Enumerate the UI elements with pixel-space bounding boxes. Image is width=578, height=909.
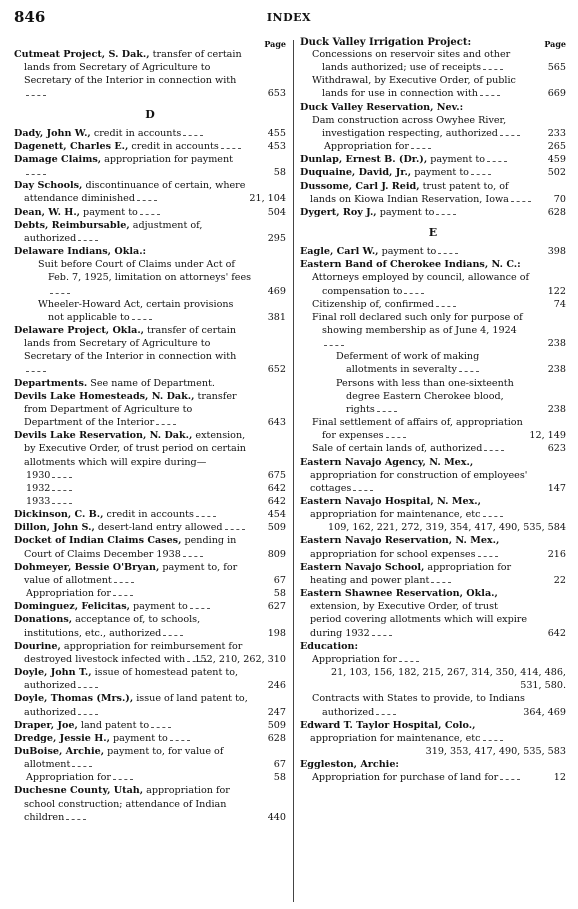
entry-text: appropriation for payment [101,153,234,165]
entry-heading: Dussome, Carl J. Reid, [300,180,420,192]
dot-leader [487,154,507,162]
entry-heading: Donations, [14,614,73,626]
entry-heading: Delaware Project, Okla., [14,324,144,336]
entry-heading: Departments. [14,377,88,389]
entry-heading: Education: [300,640,359,652]
page-reference: 58 [273,167,286,179]
entry-text: trust patent to, of lands on Kiowa Indian Reservation, Iowa [310,180,509,205]
index-entry [14,521,286,534]
page-reference: 67 [273,574,286,586]
index-entry [14,219,286,245]
dot-leader [500,128,520,136]
dot-leader [438,246,458,254]
entry-heading: Dean, W. H., [14,206,80,218]
page-reference: 216 [547,548,566,560]
dot-leader [78,233,98,241]
page-reference: 628 [547,206,566,218]
page-reference: 12, 149 [529,430,566,442]
entry-heading: Devils Lake Reservation, N. Dak., [14,430,193,442]
index-entry [300,653,566,692]
index-entry [300,377,566,416]
index-entry [300,74,566,100]
index-entry [14,469,286,482]
dot-leader [137,193,157,201]
index-entry [14,784,286,823]
dot-leader [52,470,72,478]
page-column-label: Page [544,39,566,49]
page-reference: 319, 353, 417, 490, 535, 583 [425,745,566,757]
dot-leader [411,141,431,149]
entry-heading: Eastern Navajo Agency, N. Mex., [300,456,474,468]
entry-heading: Damage Claims, [14,153,102,165]
entry-text: Sale of certain lands of, authorized [312,443,483,455]
entry-text: appropriation for maintenance, etc [310,732,481,744]
column-head-row [300,36,566,48]
entry-text: credit in accounts [90,127,182,139]
dot-leader [113,772,133,780]
index-entry [14,153,286,179]
page-reference: 642 [267,496,286,507]
page-reference: 21, 103, 156, 182, 215, 267, 314, 350, 414, 486, 531, 580. [331,667,566,692]
entry-text: payment to, for value of allotment [24,561,238,586]
page-reference: 238 [547,338,566,350]
dot-leader [471,167,491,175]
dot-leader [72,759,92,767]
entry-heading: Cutmeat Project, S. Dak., [14,49,150,60]
index-entry [300,771,566,784]
entry-text: payment to, for value of allotment [24,745,224,771]
entry-heading: Eastern Navajo School, [300,561,425,573]
entry-text: Concessions on reservoir sites and other lands authorized; use of receipts [312,49,511,74]
entry-text: payment to [427,154,486,166]
index-entry [300,416,566,442]
dot-leader [386,430,406,438]
dot-leader [483,733,503,741]
page-column-label: Page [264,39,286,49]
entry-text: issue of land patent to, authorized [24,693,248,718]
page-reference: 453 [267,140,286,152]
dot-leader [113,588,133,596]
dot-leader [436,299,456,307]
page-reference: 652 [267,364,286,376]
index-entry [14,258,286,297]
entry-text: Final settlement of affairs of, appropriation for expenses [312,417,523,442]
entry-text: issue of homestead patent to, authorized [24,667,239,692]
dot-leader [376,707,396,715]
entry-text: transfer of certain lands from Secretary of Agriculture to Secretary of the Interior in connection with [24,324,237,363]
index-entry [14,206,286,219]
entry-heading: Delaware Indians, Okla.: [14,246,147,258]
index-entry [14,692,286,718]
dot-leader [163,628,183,636]
dot-leader [404,286,424,294]
dot-leader [483,62,503,70]
entry-heading: Dagenett, Charles E., [14,140,129,152]
page-reference: 295 [267,232,286,244]
entry-text: adjustment of, authorized [24,219,203,244]
index-entry [300,153,566,166]
dot-leader [170,733,190,741]
index-entry [300,719,566,758]
dot-leader [151,720,171,728]
entry-heading: Dohmeyer, Bessie O'Bryan, [14,561,160,573]
page-reference: 642 [267,482,286,494]
index-entry [300,48,566,74]
index-entry [300,245,566,258]
page-reference: 58 [273,588,286,600]
page-reference: 22 [553,574,566,586]
page-reference: 642 [547,627,566,639]
dot-leader [484,443,504,451]
dot-leader [500,772,520,780]
page-reference: 440 [267,811,286,823]
index-entry [14,390,286,429]
index-entry [14,48,286,101]
dot-leader [511,194,531,202]
index-entry [300,298,566,311]
dot-leader [52,496,72,504]
page-reference: 502 [547,167,566,179]
dot-leader [78,707,98,715]
entry-heading: Duck Valley Reservation, Nev.: [300,101,464,113]
dot-leader [26,167,46,175]
index-entry [14,324,286,377]
index-entry [14,429,286,468]
index-entry [14,719,286,732]
page-reference: 147 [547,482,566,494]
index-column-right [300,36,566,784]
entry-text: payment to [129,601,188,613]
page-reference: 109, 162, 221, 272, 319, 354, 417, 490, 535, 584 [327,522,566,534]
entry-text: transfer of certain lands from Secretary of Agriculture to Secretary of the Interior in connection with [24,49,242,87]
index-entry [14,613,286,639]
page-reference: 565 [547,62,566,74]
entry-text: appropriation for school expenses [310,548,476,560]
section-letter: E [428,226,438,240]
page-reference: 809 [267,548,286,560]
entry-text: Citizenship of, confirmed [312,298,434,310]
page-reference: 509 [267,719,286,731]
page-reference: 675 [267,469,286,481]
entry-heading: Dunlap, Ernest B. (Dr.), [300,154,428,166]
index-entry [300,258,566,271]
page-reference: 669 [547,88,566,100]
entry-text: desert-land entry allowed [94,522,223,534]
index-entry [300,166,566,179]
entry-heading: Eastern Shawnee Reservation, Okla., [300,588,498,600]
entry-text: Wheeler-Howard Act, certain provisions not applicable to [38,298,234,323]
page-reference: 265 [547,141,566,153]
index-entry [300,271,566,297]
index-entry [300,180,566,206]
dot-leader [26,364,46,372]
entry-heading: Dominguez, Felicitas, [14,601,130,613]
dot-leader [372,628,392,636]
entry-text: Appropriation for [26,588,111,600]
entry-heading: Duchesne County, Utah, [14,785,144,797]
page-reference: 627 [267,601,286,613]
entry-heading: Debts, Reimbursable, [14,219,130,231]
dot-leader [156,417,176,425]
page-reference: 469 [267,285,286,297]
entry-text: Dam construction across Owyhee River, investigation respecting, authorized [312,114,507,139]
dot-leader [377,404,397,412]
entry-text: appropriation for school construction; attendance of Indian children [24,785,230,823]
dot-leader [114,575,134,583]
index-entry [14,377,286,390]
index-entries-right [300,36,566,784]
entry-text: extension, by Executive Order, of trust period covering allotments which will expire during 1932 [310,601,528,639]
index-entry [14,508,286,521]
page-reference: 628 [267,732,286,744]
page-reference: 74 [553,298,566,310]
page-reference: 504 [267,206,286,218]
column-divider [293,40,294,902]
entry-text: credit in accounts [128,140,219,152]
entry-heading: Dady, John W., [14,127,91,139]
entry-text: Appropriation for [312,653,397,665]
index-entry [300,442,566,455]
index-entry [14,600,286,613]
page-reference: 238 [547,364,566,376]
index-entry [14,127,286,140]
index-entry [14,587,286,600]
index-entry [14,640,286,666]
dot-leader [196,509,216,517]
page-reference: 623 [547,443,566,455]
entry-text: extension, by Executive Order, of trust period on certain allotments which will expire during— [24,430,246,468]
entry-text: Suit before Court of Claims under Act of Feb. 7, 1925, limitation on attorneys' fees [38,259,252,284]
entry-text: 1933 [26,496,51,507]
dot-leader [478,549,498,557]
entry-heading: Dourine, [14,640,61,652]
entry-text: payment to [376,206,435,218]
dot-leader [431,575,451,583]
dot-leader [183,549,203,557]
entry-text: appropriation for maintenance, etc [310,509,481,521]
index-entry [14,732,286,745]
entry-text: credit in accounts [103,509,194,521]
index-entry [300,534,566,560]
dot-leader [483,509,503,517]
entry-heading: Eastern Navajo Hospital, N. Mex., [300,496,481,507]
index-entry [14,561,286,587]
entry-heading: Docket of Indian Claims Cases, [14,535,182,547]
page-reference: 398 [547,246,566,258]
entry-heading: Day Schools, [14,180,83,192]
page-reference: 459 [547,154,566,166]
index-entry [14,298,286,324]
page-number: 846 [14,8,46,26]
page-reference: 122 [547,285,566,297]
page-reference: 454 [267,509,286,521]
entry-text: acceptance of, to schools, institutions, etc., authorized [24,614,201,639]
index-entry [300,350,566,376]
entry-text: 1932 [26,482,51,494]
entry-heading: Eastern Band of Cherokee Indians, N. C.: [300,259,521,271]
dot-leader [132,312,152,320]
page-reference: 509 [267,522,286,534]
index-entry [14,245,286,258]
page-reference: 152, 210, 262, 310 [194,653,286,665]
entry-heading: Edward T. Taylor Hospital, Colo., [300,719,476,731]
entry-heading: Duck Valley Irrigation Project: [300,37,472,48]
entry-text: Deferment of work of making allotments in severalty [336,351,480,376]
dot-leader [436,207,456,215]
entry-heading: Eagle, Carl W., [300,246,379,258]
entry-text: See name of Department. [87,377,215,389]
page-reference: 238 [547,403,566,415]
page-reference: 653 [267,88,286,100]
index-entry [300,206,566,219]
entry-text: Appropriation for [26,772,111,784]
entry-heading: Duquaine, David, Jr., [300,167,412,179]
dot-leader [140,207,160,215]
entry-text: payment to [109,732,168,744]
index-entry [300,311,566,350]
entry-text: Appropriation for [324,141,409,153]
running-title: INDEX [266,11,312,24]
entry-text: Attorneys employed by council, allowance of compensation to [312,272,530,297]
entry-heading: Draper, Joe, [14,719,78,731]
page-reference: 643 [267,417,286,429]
page-reference: 233 [547,127,566,139]
entry-text: land patent to [77,719,150,731]
dot-leader [26,88,46,96]
entry-text: discontinuance of certain, where attendance diminished [24,180,246,205]
dot-leader [52,483,72,491]
index-column-left [14,36,286,824]
index-entry [300,692,566,718]
dot-leader [480,88,500,96]
entry-text: 1930 [26,469,51,481]
page-reference: 381 [267,311,286,323]
index-entry [14,179,286,205]
entry-heading: Dickinson, C. B., [14,509,104,521]
dot-leader [183,128,203,136]
entry-text: Withdrawal, by Executive Order, of public lands for use in connection with [312,75,516,100]
page-reference: 455 [267,127,286,139]
entry-text: appropriation for reimbursement for destroyed livestock infected with [24,640,243,665]
index-entry [300,758,566,771]
index-entry [300,114,566,140]
index-entry [300,140,566,153]
entry-heading: Eastern Navajo Reservation, N. Mex., [300,535,500,547]
entry-heading: Eggleston, Archie: [300,759,399,771]
entry-text: appropriation for construction of employees' cottages [310,469,528,494]
page-reference: 67 [273,759,286,771]
entry-text: transfer from Department of Agriculture to Department of the Interior [24,390,237,429]
index-entry [14,140,286,153]
entry-heading: Devils Lake Homesteads, N. Dak., [14,390,195,402]
index-entry [300,495,566,534]
dot-leader [190,601,210,609]
dot-leader [225,522,245,530]
entry-text: appropriation for heating and power plant [310,561,512,586]
index-entry [14,534,286,560]
page-reference: 247 [267,706,286,718]
page-reference: 21, 104 [249,193,286,205]
index-entry [300,640,566,653]
dot-leader [66,812,86,820]
entry-text: payment to [80,206,138,218]
page-reference: 246 [267,680,286,692]
page-reference: 198 [267,627,286,639]
column-page-label-row [14,36,286,48]
entry-text: Contracts with States to provide, to Indians authorized [312,693,525,718]
page-reference: 58 [273,772,286,784]
entry-text: Final roll declared such only for purpose of showing membership as of June 4, 1924 [312,311,523,336]
page-reference: 12 [553,772,566,784]
entry-heading: Dillon, John S., [14,522,95,534]
entry-text: Appropriation for purchase of land for [312,772,499,784]
index-entry [300,587,566,640]
entry-text: pending in Court of Claims December 1938 [24,535,237,560]
dot-leader [459,364,479,372]
index-entry [14,745,286,771]
entry-text: payment to [411,167,469,179]
index-entries-left [14,48,286,824]
entry-text: payment to [378,246,437,258]
page-reference: 70 [553,193,566,205]
dot-leader [78,680,98,688]
dot-leader [353,483,373,491]
index-entry [14,482,286,495]
dot-leader [399,654,419,662]
dot-leader [221,141,241,149]
dot-leader [324,338,344,346]
index-entry [300,561,566,587]
page-header [14,8,564,30]
entry-heading: Dygert, Roy J., [300,206,377,218]
index-entry [300,101,566,114]
entry-heading: Doyle, John T., [14,667,92,679]
page-reference: 364, 469 [523,706,566,718]
index-entry [14,666,286,692]
entry-heading: Dredge, Jessie H., [14,732,110,744]
index-entry [14,771,286,784]
section-letter: D [145,107,155,121]
index-entry [300,456,566,495]
entry-text: Persons with less than one-sixteenth degree Eastern Cherokee blood, rights [336,377,514,415]
index-entry [14,495,286,508]
dot-leader [50,286,70,294]
entry-heading: DuBoise, Archie, [14,745,105,757]
entry-heading: Doyle, Thomas (Mrs.), [14,693,134,705]
